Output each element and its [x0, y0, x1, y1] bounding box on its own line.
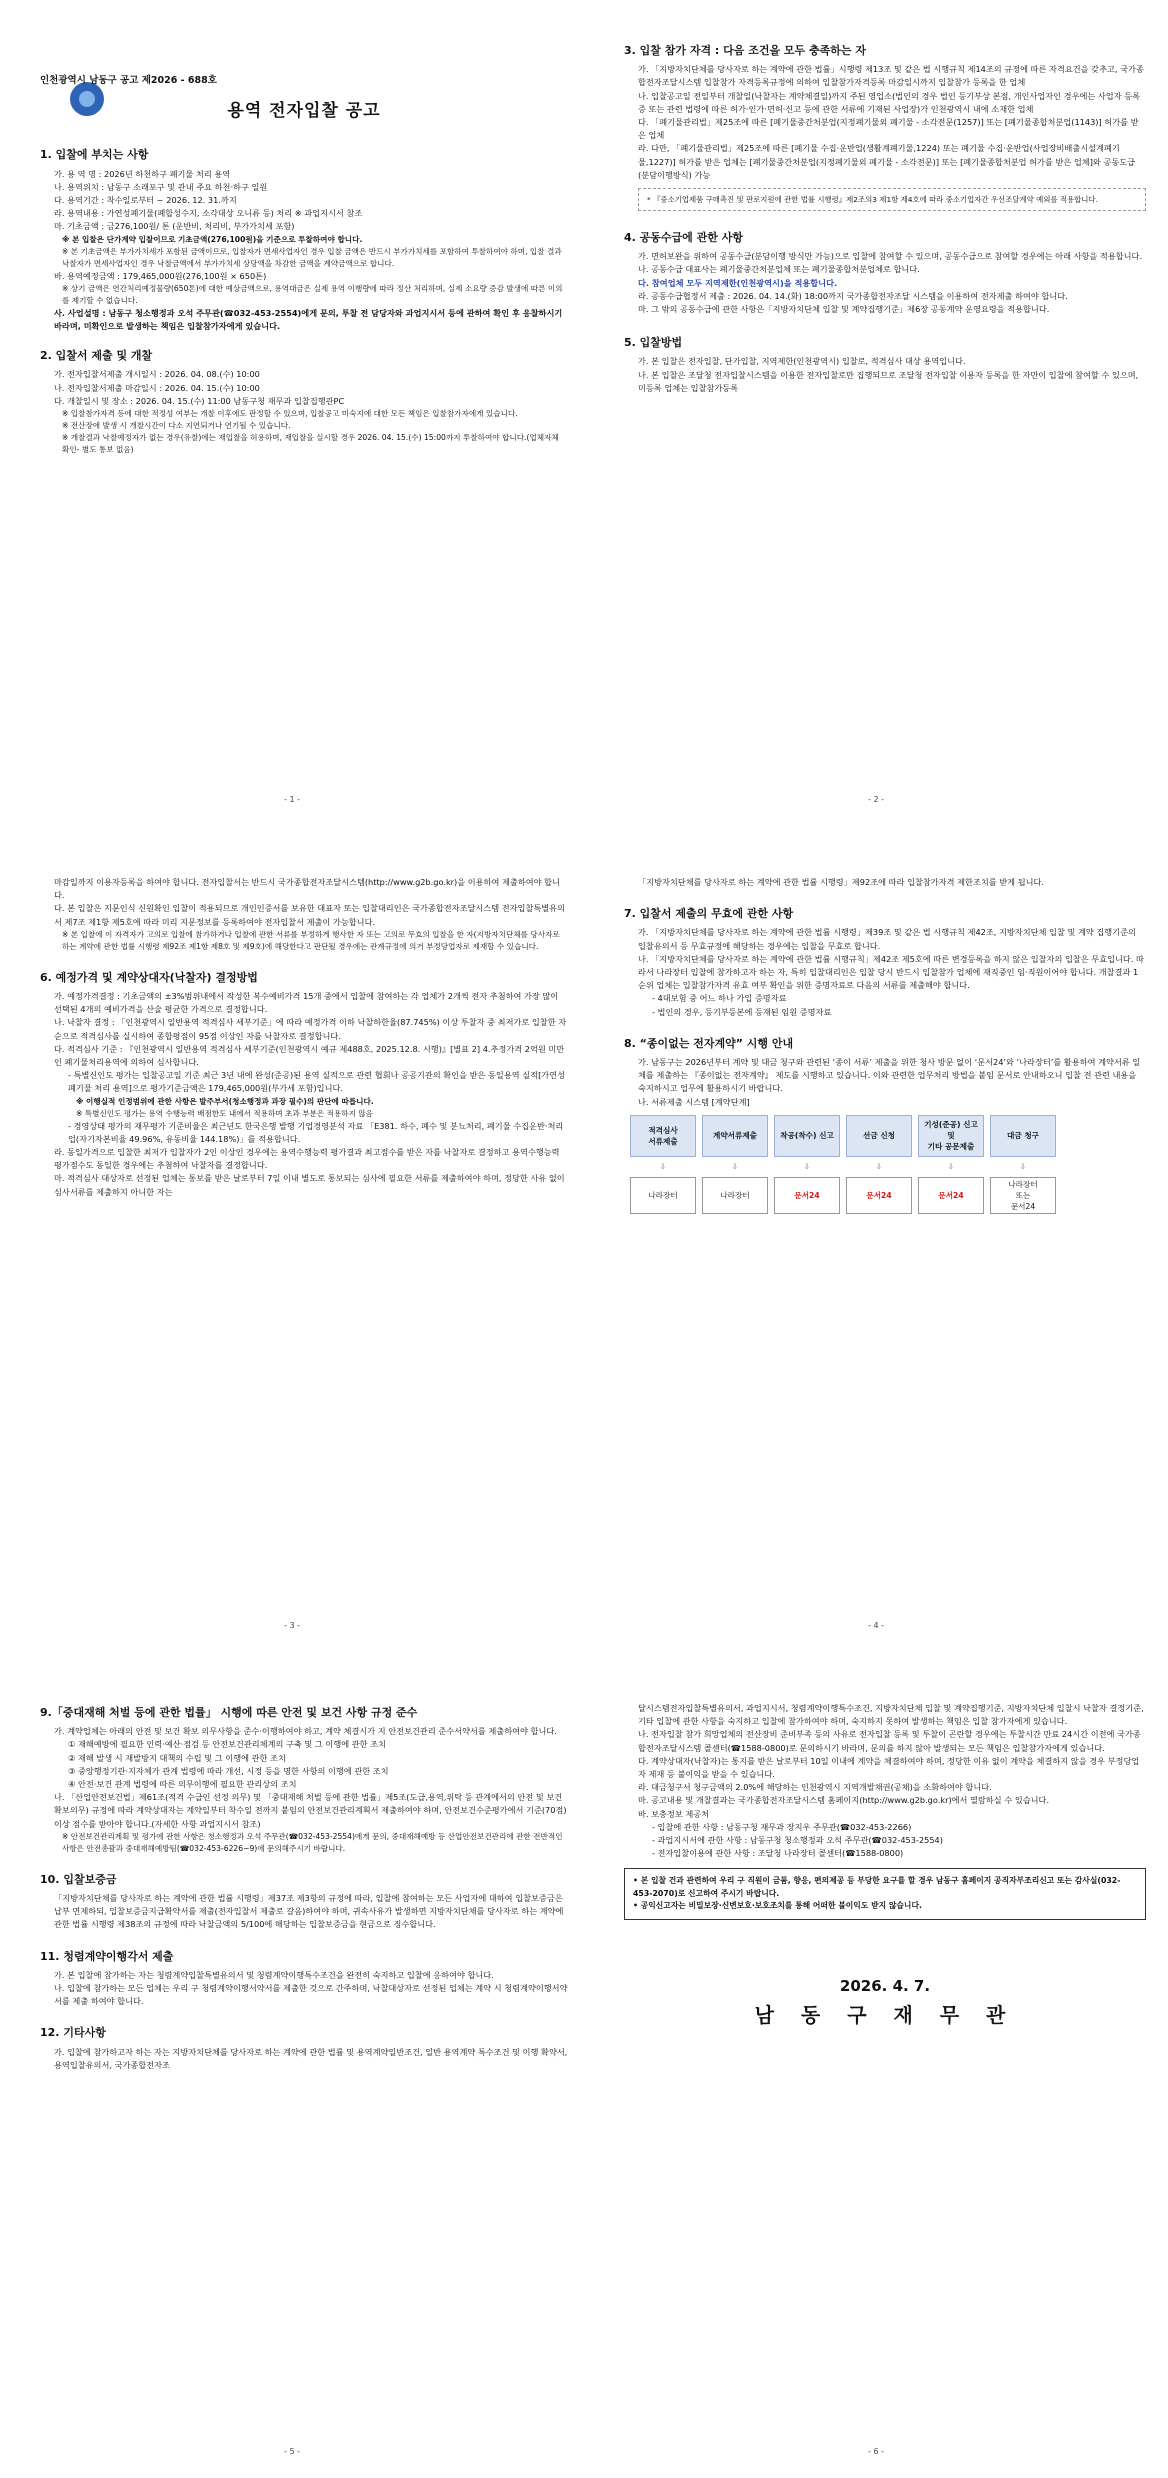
- s9-list-2: ② 재해 발생 시 재발방지 대책의 수립 및 그 이행에 관한 조치: [68, 1752, 286, 1763]
- s12-item-ba: 바. 보충정보 제공처: [638, 1808, 710, 1819]
- page-4: [584, 826, 1168, 1652]
- s1-item-ra: 라. 용역내용 : 가연성폐기물(폐합성수지, 소각대상 오니류 등) 처리 ※ 과업지시서 참조: [54, 208, 363, 219]
- s4-item-ma: 마. 그 밖의 공동수급에 관한 사항은「지방자치단체 입찰 및 계약집행기준」제6장 공동계약 운영요령을 적용합니다.: [638, 304, 1050, 315]
- s2-item-na: 나. 전자입찰서제출 마감일시 : 2026. 04. 15.(수) 10:00: [54, 382, 260, 393]
- p3-note: ※ 본 입찰에 이 자격자가 고의로 입찰에 참가하거나 입찰에 관한 서류를 부정하게 행사한 자 또는 고의로 무효의 입찰을 한 자(지방자치단체를 당사자로 하는 계약에 관한 법률 시행령 제92조 제1항 제8호 및 제9호)에 해당한다고 판단될 경우에는 관계규정에 의거 부정당업자로 제재할 수 있습니다.: [62, 929, 560, 951]
- s1-note-1: ※ 본 입찰은 단가계약 입찰이므로 기초금액(276,100원)을 기준으로 투찰하여야 합니다.: [62, 234, 363, 244]
- s6-sub-1: - 특별신인도 평가는 입찰공고일 기준 최근 3년 내에 완성(준공)된 용역 실적으로 관련 협회나 공공기관의 확인을 받은 동일용역 실적[가연성폐기물 처리 용역]으로 평가기준금액은 179,465,000원(부가세 포함)입니다.: [68, 1070, 565, 1094]
- s12-item-ga: 가. 입찰에 참가하고자 하는 자는 지방자치단체를 당사자로 하는 계약에 관한 법률 및 용역계약일반조건, 일반 용역계약 특수조건 및 이행 확약서, 용역입찰유의서, 국가종합전자조: [54, 2046, 568, 2070]
- s4-item-ra: 라. 공동수급협정서 제출 : 2026. 04. 14.(화) 18:00까지 국가종합전자조달 시스템을 이용하여 전자제출 하여야 합니다.: [638, 290, 1068, 301]
- s1-item-ma: 마. 기초금액 : 금276,100원/ 톤 (운반비, 처리비, 부가가치세 포함): [54, 221, 295, 232]
- section-3-title: 3. 입찰 참가 자격 : 다음 조건을 모두 충족하는 자: [624, 44, 866, 57]
- flow-system: 문서24: [774, 1177, 840, 1214]
- s6-item-na: 나. 낙찰자 결정 : 「인천광역시 일반용역 적격심사 세부기준」에 따라 예정가격 이하 낙찰하한율(87.745%) 이상 투찰자 중 최저가로 입찰한 자 순으로 적격심사를 실시하여 종합평점이 95점 이상인 자를 낙찰자로 결정합니다.: [54, 1017, 567, 1041]
- s3-item-ga: 가. 「지방자치단체를 당사자로 하는 계약에 관한 법률」시행령 제13조 및 같은 법 시행규칙 제14조의 규정에 따른 자격요건을 갖추고, 국가종합전자조달시스템 입찰참가 자격등록규정에 의하여 입찰참가자격등록 마감일시까지 입찰참가 등록을 한 업체: [638, 64, 1144, 88]
- issuing-office: 남 동 구 재 무 관: [754, 2002, 1016, 2027]
- s1-item-na: 나. 용역위치 : 남동구 소래포구 및 관내 주요 하천·하구 일원: [54, 181, 268, 192]
- s1-item-ga: 가. 용 역 명 : 2026년 하천하구 폐기물 처리 용역: [54, 168, 231, 179]
- flow-stage: 계약서류제출: [702, 1115, 768, 1157]
- s2-note-2: ※ 전산장애 발생 시 개찰시간이 다소 지연되거나 연기될 수 있습니다.: [62, 421, 291, 431]
- s1-item-da: 다. 용역기간 : 착수일로부터 ~ 2026. 12. 31.까지: [54, 195, 237, 206]
- s12-item-na: 나. 전자입찰 참가 희망업체의 전산장비 준비부족 등의 사유로 전자입찰 등록 및 투찰이 곤란할 경우에는 투찰시간 만료 24시간 이전에 국가종합전자조달시스템 콜센터(☎1588-0800)로 문의하시기 바라며, 문의를 하지 않아 발생되는 모든 책임은 입찰참가자에게 있습니다.: [638, 1729, 1141, 1753]
- s3-item-ra: 라. 다만, 「폐기물관리법」제25조에 따른 [폐기물 수집·운반업(생활계폐기물,1224) 또는 폐기물 수집·운반업(사업장비배출시설계폐기물,1227)] 허가를 받은 업체는 [폐기물중간처분업(지정폐기물외 폐기물 - 소각전문)] 또는 [폐기물종합처분업 허가를 받은 업체]와 공동도급(분담이행방식) 가능: [638, 143, 1136, 180]
- down-arrow-icon: ⇩: [803, 1162, 811, 1172]
- page-3: [0, 826, 584, 1652]
- flow-system: 나라장터: [702, 1177, 768, 1214]
- p6-continuation: 달시스템전자입찰특별유의서, 과업지시서, 청렴계약이행특수조건, 지방자치단체 입찰 및 계약집행기준, 지방자치단체 입찰시 낙찰자 결정기준, 기타 입찰에 관한 사항을 숙지하고 입찰에 참가하여야 하며, 숙지하지 못하여 발생하는 책임은 입찰 참가자에게 있습니다.: [638, 1703, 1144, 1727]
- p3-item-da: 다. 본 입찰은 지문인식 신원확인 입찰이 적용되므로 개인인증서를 보유한 대표자 또는 입찰대리인은 국가종합전자조달시스템 전자입찰특별유의서 제7조 제1항 제5호에 따라 미리 지문정보를 등록하여야 전자입찰서 제출이 가능합니다.: [54, 903, 565, 927]
- flow-stage: 기성(준공) 신고 및 기타 공문제출: [918, 1115, 984, 1157]
- notice-number: 인천광역시 남동구 공고 제2026 - 688호: [40, 75, 217, 86]
- s9-list-3: ③ 중앙행정기관·지자체가 관계 법령에 따라 개선, 시정 등을 명한 사항의 이행에 관한 조치: [68, 1765, 389, 1776]
- s1-note-3: ※ 상기 금액은 연간처리예정물량(650톤)에 대한 예상금액으로, 용역대금은 실제 용역 이행량에 따라 정산 처리하며, 실제 소요량 증감 발생에 따른 이의를 제기할 수 없습니다.: [62, 283, 563, 305]
- s12-item-ma: 마. 공고내용 및 개찰결과는 국가종합전자조달시스템 홈페이지(http://www.g2b.go.kr)에서 열람하실 수 있습니다.: [638, 1795, 1050, 1806]
- flow-system: 문서24: [918, 1177, 984, 1214]
- s9-item-na: 나. 「산업안전보건법」제61조(적격 수급인 선정 의무) 및 「중대재해 처벌 등에 관한 법률」제5조(도급,용역,위탁 등 관계에서의 안전 및 보건 확보의무) 규정에 따라 계약상대자는 계약일부터 착수일 전까지 붙임의 안전보건관리계획서 제출하여야 하며, 안전보건수준평가에서 기준(70점) 이상 점수를 받아야 합니다.(자세한 사항 과업지시서 참조): [54, 1792, 567, 1829]
- document-title: 용역 전자입찰 공고: [227, 101, 381, 122]
- down-arrow-icon: ⇩: [659, 1162, 667, 1172]
- down-arrow-icon: ⇩: [875, 1162, 883, 1172]
- s5-item-ga: 가. 본 입찰은 전자입찰, 단가입찰, 지역제한(인천광역시) 입찰로, 적격심사 대상 용역입니다.: [638, 356, 966, 367]
- s7-sub-2: - 법인의 경우, 등기부등본에 등재된 임원 증명자료: [652, 1006, 832, 1017]
- page-number: - 5 -: [284, 2447, 300, 2456]
- section-12-title: 12. 기타사항: [40, 2026, 106, 2040]
- s12-item-da: 다. 계약상대자(낙찰자)는 통지를 받은 날로부터 10일 이내에 계약을 체결하여야 하며, 정당한 이유 없이 계약을 체결하지 않을 경우 부정당업자 제재 등 불이익을 받을 수 있습니다.: [638, 1755, 1140, 1780]
- s2-note-3: ※ 개찰결과 낙찰예정자가 없는 경우(유찰)에는 재입찰을 허용하며, 재입찰을 실시할 경우 2026. 04. 15.(수) 15:00까지 투찰하여야 합니다.(업체자체 확인- 별도 통보 없음): [62, 433, 559, 455]
- flow-system: 문서24: [846, 1177, 912, 1214]
- s6-sub-3: ※ 특별신인도 평가는 용역 수행능력 배점한도 내에서 적용하며 초과 부분은 적용하지 않음: [76, 1108, 373, 1118]
- flow-stage: 착공(착수) 신고: [774, 1115, 840, 1157]
- s11-item-na: 나. 입찰에 참가하는 모든 업체는 우리 구 청렴계약이행서약서를 제출한 것으로 간주하며, 낙찰대상자로 선정된 업체는 계약 시 청렴계약이행서약서를 제출 하여야 합니다.: [54, 1983, 568, 2007]
- s6-item-ra: 라. 동일가격으로 입찰한 최저가 입찰자가 2인 이상인 경우에는 용역수행능력 평가결과 최고점수를 받은 자를 낙찰자로 결정하고 용역수행능력 평가점수도 동일한 경우에는 추첨하여 낙찰자를 결정합니다.: [54, 1147, 560, 1171]
- page-number: - 2 -: [868, 795, 884, 804]
- contact-e-bid: - 전자입찰이용에 관한 사항 : 조달청 나라장터 콜센터(☎1588-0800): [652, 1848, 904, 1859]
- s3-item-da: 다. 「폐기물관리법」제25조에 따른 [폐기물중간처분업(지정폐기물외 폐기물 - 소각전문(1257)] 또는 [폐기물종합처분업(1143)] 허가를 받은 업체: [638, 117, 1139, 141]
- page-number: - 1 -: [284, 795, 300, 804]
- p4-continuation: 「지방자치단체를 당사자로 하는 계약에 관한 법률 시행령」제92조에 따라 입찰참가자격 제한조치를 받게 됩니다.: [638, 877, 1045, 887]
- s12-item-ra: 라. 대금청구서 청구금액의 2.0%에 해당하는 인천광역시 지역개발채권(공채)을 소화하여야 합니다.: [638, 1782, 992, 1793]
- p3-continuation: 마감일까지 이용자등록을 하여야 합니다. 전자입찰서는 반드시 국가종합전자조달시스템(http://www.g2b.go.kr)을 이용하여 제출하여야 합니다.: [54, 877, 560, 901]
- section-4-title: 4. 공동수급에 관한 사항: [624, 231, 743, 245]
- s7-sub-1: - 4대보험 중 어느 하나 가입 증명자료: [652, 993, 787, 1004]
- integrity-notice-1: • 본 입찰 건과 관련하여 우리 구 직원이 금품, 향응, 편의제공 등 부당한 요구를 할 경우 남동구 홈페이지 공직자부조리신고 또는 감사실(032-453-2070)로 신고하여 주시기 바랍니다.: [633, 1876, 1121, 1898]
- s7-item-ga: 가. 「지방자치단체를 당사자로 하는 계약에 관한 법률 시행령」제39조 및 같은 법 시행규칙 제42조, 지방자치단체 입찰 및 계약 집행기준의 입찰유의서 등 무효규정에 해당하는 경우에는 입찰을 무효로 합니다.: [638, 927, 1136, 951]
- flow-system: 나라장터: [630, 1177, 696, 1214]
- section-7-title: 7. 입찰서 제출의 무효에 관한 사항: [624, 907, 794, 921]
- down-arrow-icon: ⇩: [947, 1162, 955, 1172]
- notice-date: 2026. 4. 7.: [839, 1976, 931, 1995]
- s4-item-na: 나. 공동수급 대표사는 폐기물중간처분업체 또는 폐기물종합처분업체로 합니다.: [638, 264, 920, 275]
- flow-stage: 대금 청구: [990, 1115, 1056, 1157]
- s2-note-1: ※ 입찰참가자격 등에 대한 적정성 여부는 개찰 이후에도 판정할 수 있으며, 입찰공고 미숙지에 대한 모든 책임은 입찰참가자에게 있습니다.: [62, 409, 518, 419]
- contact-task: - 과업지시서에 관한 사항 : 남동구청 청소행정과 오석 주무관(☎032-453-2554): [652, 1835, 943, 1846]
- s8-item-ga: 가. 남동구는 2026년부터 계약 및 대금 청구와 관련된 ‘종이 서류’ 제출을 위한 청사 방문 없이 ‘문서24’와 ‘나라장터’를 활용하여 계약서류 일체를 제출하는 『종이없는 전자계약』 제도를 시행하고 있습니다. 이와 관련한 업무처리 방법을 붙임 문서로 안내하오니 입찰 전 관련 내용을 숙지하시고 업무에 활용하시기 바랍니다.: [638, 1057, 1141, 1094]
- s1-note-2: ※ 본 기초금액은 부가가치세가 포함된 금액이므로, 입찰자가 면세사업자인 경우 입찰 금액은 반드시 부가가치세를 포함하여 투찰하여야 하며, 입찰 결과 낙찰자가 면세사업자인 경우 낙찰금액에서 부가가치세 상당액을 차감한 금액을 계약금액으로 합니다.: [62, 246, 562, 268]
- section-2-title: 2. 입찰서 제출 및 개찰: [40, 349, 153, 363]
- page-5: [0, 1652, 584, 2478]
- page-6: [584, 1652, 1168, 2478]
- s1-item-ba: 바. 용역예정금액 : 179,465,000원(276,100원 × 650톤): [54, 270, 267, 281]
- page-2: [584, 0, 1168, 826]
- s2-item-da: 다. 개찰일시 및 장소 : 2026. 04. 15.(수) 11:00 남동구청 재무과 입찰집행관PC: [54, 395, 345, 406]
- s9-note: ※ 안전보건관리계획 및 평가에 관한 사항은 청소행정과 오석 주무관(☎032-453-2554)에게 문의, 중대재해예방 등 산업안전보건관리에 관한 전반적인 사항은 안전총괄과 중대재해예방팀(☎032-453-6226~9)에 문의해주시기 바랍니다.: [62, 1831, 563, 1853]
- s10-text: 「지방자치단체를 당사자로 하는 계약에 관한 법률 시행령」제37조 제3항의 규정에 따라, 입찰에 참여하는 모든 사업자에 대하여 입찰보증금은 납부 면제하되, 입찰보증금지급확약서를 제출(전자입찰서 제출로 갈음)하여야 하며, 귀속사유가 발생하면 지방자치단체를 당사자로 하는 계약에 관한 법률 시행령 제38조의 규정에 따라 낙찰금액의 5/100에 해당하는 입찰보증금을 현금으로 징수합니다.: [54, 1893, 564, 1930]
- section-9-title: 9.「중대재해 처벌 등에 관한 법률」 시행에 따른 안전 및 보건 사항 규정 준수: [40, 1706, 418, 1719]
- section-1-title: 1. 입찰에 부치는 사항: [40, 148, 149, 162]
- s6-item-da: 다. 적격심사 기준 : 『인천광역시 일반용역 적격심사 세부기준(인천광역시 예규 제488호, 2025.12.8. 시행)』[별표 2] 4.추정가격 2억원 미만인 폐기물처리용역에 의하여 심사합니다.: [54, 1043, 565, 1068]
- s11-item-ga: 가. 본 입찰에 참가하는 자는 청렴계약입찰특별유의서 및 청렴계약이행특수조건을 완전히 숙지하고 입찰에 응하여야 합니다.: [54, 1969, 494, 1980]
- integrity-notice-box: [624, 1868, 1146, 1919]
- section-11-title: 11. 청렴계약이행각서 제출: [40, 1949, 174, 1963]
- s6-item-ga: 가. 예정가격결정 : 기초금액의 ±3%범위내에서 작성한 복수예비가격 15개 중에서 입찰에 참여하는 각 업체가 2개씩 전자 추첨하여 가장 많이 선택된 4개의 예비가격을 산술 평균한 가격으로 결정합니다.: [54, 991, 559, 1015]
- s6-sub-2: ※ 이행실적 인정범위에 관한 사항은 발주부서(청소행정과 과장 필수)의 판단에 따릅니다.: [76, 1096, 374, 1106]
- s4-item-ga: 가. 면허보완을 위하여 공동수급(분담이행 방식만 가능)으로 입찰에 참여할 수 있으며, 공동수급으로 참여할 경우에는 아래 사항을 적용합니다.: [638, 251, 1143, 262]
- s4-item-da: 다. 참여업체 모두 지역제한(인천광역시)을 적용합니다.: [638, 277, 838, 288]
- page-1: [0, 0, 584, 826]
- section-10-title: 10. 입찰보증금: [40, 1872, 117, 1886]
- s5-item-na: 나. 본 입찰은 조달청 전자입찰시스템을 이용한 전자입찰로만 집행되므로 조달청 전자입찰 이용자 등록을 한 자만이 입찰에 참여할 수 있으며, 미등록 업체는 입찰참가등록: [638, 369, 1139, 393]
- contact-bid: - 입찰에 관한 사항 : 남동구청 재무과 장지우 주무관(☎032-453-2266): [652, 1821, 912, 1832]
- section-8-title: 8. “종이없는 전자계약” 시행 안내: [624, 1036, 794, 1050]
- s9-list-1: ① 재해예방에 필요한 인력·예산·점검 등 안전보건관리체계의 구축 및 그 이행에 관한 조치: [68, 1739, 386, 1750]
- flow-system: 나라장터 또는 문서24: [990, 1177, 1056, 1214]
- down-arrow-icon: ⇩: [1019, 1162, 1027, 1172]
- s6-item-ma: 마. 적격심사 대상자로 선정된 업체는 통보를 받은 날로부터 7일 이내 별도로 통보되는 심사에 필요한 서류를 제출하여야 하며, 정당한 사유 없이 심사서류를 제출하지 아니한 자는: [54, 1173, 565, 1197]
- flow-stage: 적격심사 서류제출: [630, 1115, 696, 1157]
- s6-sub-4: - 경영상태 평가의 재무평가 기준비율은 최근년도 한국은행 발행 기업경영분석 자료 「E381. 하수, 폐수 및 분뇨처리, 폐기물 수집운반·처리업(자기자본비율 49.96%, 유동비율 144.18%)」를 적용합니다.: [68, 1120, 564, 1144]
- page-number: - 6 -: [868, 2447, 884, 2456]
- s9-item-ga: 가. 계약업체는 아래의 안전 및 보건 확보 의무사항을 준수·이행하여야 하고, 계약 체결시가 지 안전보건관리 준수서약서를 제출하여야 합니다.: [54, 1726, 557, 1737]
- section-6-title: 6. 예정가격 및 계약상대자(낙찰자) 결정방법: [40, 970, 258, 984]
- page-number: - 4 -: [868, 1621, 884, 1630]
- s3-item-na: 나. 입찰공고일 전일부터 개찰일(낙찰자는 계약체결일)까지 주된 영업소(법인의 경우 법인 등기부상 본점, 개인사업자인 경우에는 사업자 등록증 또는 관련 법령에 따른 허가·인가·면허·신고 등에 관한 서류에 기재된 사업장)가 인천광역시 내에 소재한 업체: [638, 90, 1141, 114]
- document-flow-table: [624, 1115, 1062, 1214]
- integrity-notice-2: • 공익신고자는 비밀보장·신변보호·보호조치를 통해 어떠한 불이익도 받지 않습니다.: [633, 1901, 922, 1911]
- page-number: - 3 -: [284, 1621, 300, 1630]
- down-arrow-icon: ⇩: [731, 1162, 739, 1172]
- s1-item-sa: 사. 사업설명 : 남동구 청소행정과 오석 주무관(☎032-453-2554)에게 문의, 투찰 전 담당자와 과업지시서 등에 관하여 확인 후 응찰하시기 바라며, 미확인으로 발생하는 책임은 입찰참가자에게 있습니다.: [54, 307, 563, 332]
- s2-item-ga: 가. 전자입찰서제출 개시일시 : 2026. 04. 08.(수) 10:00: [54, 369, 260, 380]
- section-5-title: 5. 입찰방법: [624, 336, 683, 350]
- s8-item-na: 나. 서류제출 시스템 [계약단계]: [638, 1096, 750, 1107]
- flow-stage: 선금 신청: [846, 1115, 912, 1157]
- s3-exception-box: * 『중소기업제품 구매촉진 및 판로지원에 관한 법률 시행령』제2조의3 제1항 제4호에 따라 중소기업자간 우선조달계약 예외를 적용합니다.: [638, 188, 1146, 211]
- s7-item-na: 나. 「지방자치단체를 당사자로 하는 계약에 관한 법률 시행규칙」제42조 제5호에 따른 변경등록을 하지 않은 입찰자의 입찰은 무효입니다. 따라서 나라장터 입찰에 참가하고자 하는 자, 특히 입찰대리인은 입찰 당시 반드시 입찰참가 업체에 재직중인 임·직원이어야 합니다. 개찰결과 1순위 업체는 입찰참가자격 유효 여부 확인을 위한 증명자료로 다음의 서류를 제출해야 합니다.: [638, 953, 1144, 991]
- s9-list-4: ④ 안전·보건 관계 법령에 따른 의무이행에 필요한 관리상의 조치: [68, 1779, 297, 1790]
